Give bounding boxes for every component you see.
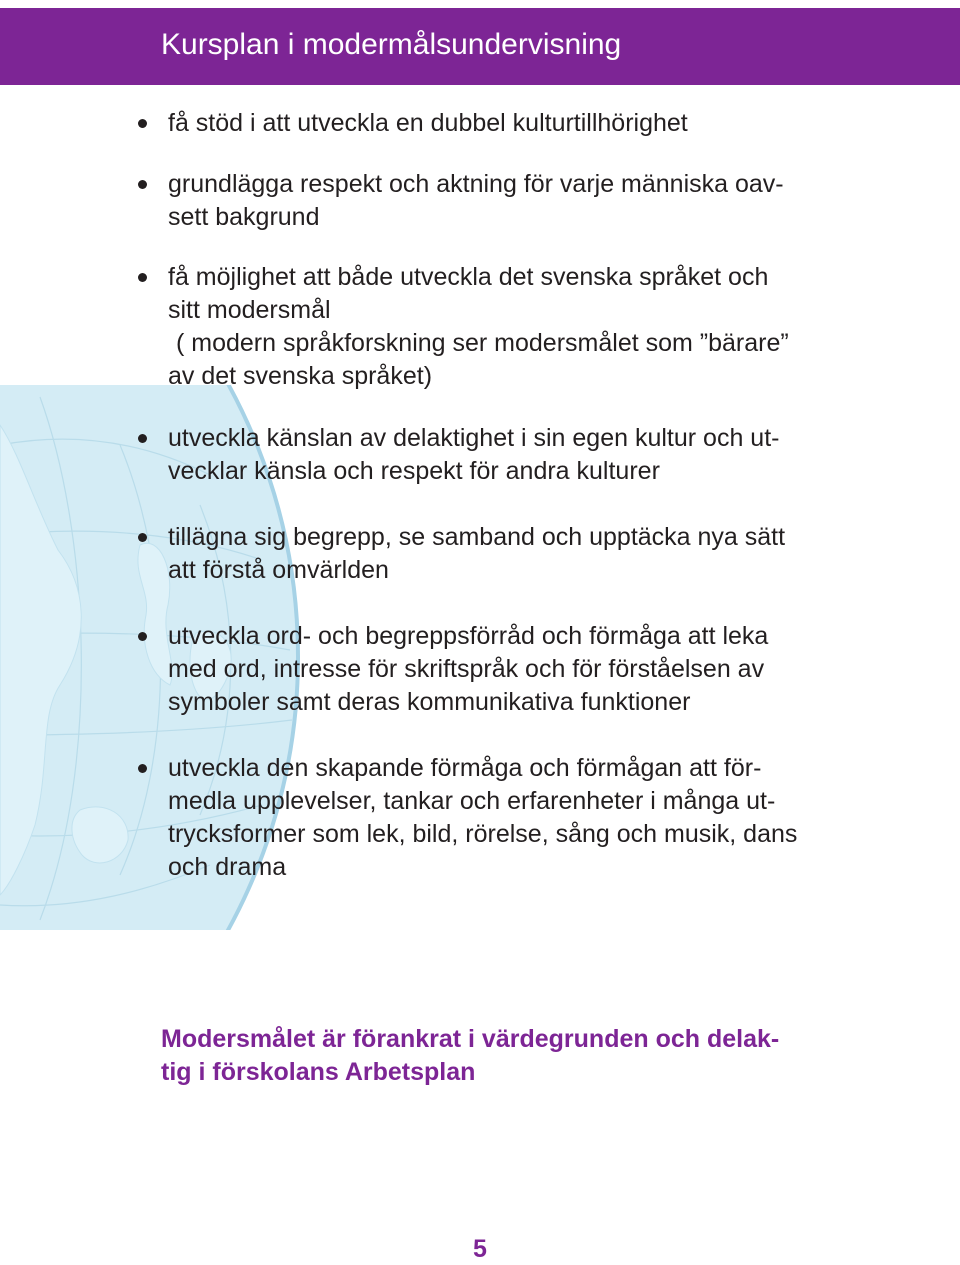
list-item-text: få möjlighet att både utveckla det svenska språket och: [168, 263, 769, 291]
list-item-text: medla upplevelser, tankar och erfarenheter i många ut-: [168, 787, 776, 815]
objectives-list: [168, 107, 868, 884]
list-item-text: symboler samt deras kommunikativa funktioner: [168, 688, 691, 716]
list-item-text: grundlägga respekt och aktning för varje människa oav-: [168, 170, 784, 198]
list-item: [168, 620, 868, 719]
list-item-text: av det svenska språket): [168, 362, 433, 390]
callout-line: Modersmålet är förankrat i värdegrunden och delak-: [161, 1025, 780, 1053]
bullet-icon: [138, 764, 147, 773]
list-item-text: sitt modersmål: [168, 296, 331, 324]
list-item-text: utveckla den skapande förmåga och förmågan att för-: [168, 754, 762, 782]
bullet-icon: [138, 273, 147, 282]
callout-line: tig i förskolans Arbetsplan: [161, 1058, 476, 1086]
bullet-icon: [138, 119, 147, 128]
list-item-text: få stöd i att utveckla en dubbel kulturtillhörighet: [168, 109, 688, 137]
list-item: [168, 422, 868, 488]
bullet-icon: [138, 180, 147, 189]
list-item-text: tillägna sig begrepp, se samband och upptäcka nya sätt: [168, 523, 786, 551]
list-item: [168, 168, 868, 234]
bullet-icon: [138, 434, 147, 443]
list-item: [168, 261, 868, 393]
list-item-text: och drama: [168, 853, 287, 881]
page-title: Kursplan i modermålsundervisning: [161, 28, 622, 61]
callout-statement: [161, 1023, 881, 1089]
page-number: 5: [473, 1235, 487, 1263]
bullet-icon: [138, 533, 147, 542]
list-item-text: sett bakgrund: [168, 203, 320, 231]
list-item-text: trycksformer som lek, bild, rörelse, sång och musik, dans: [168, 820, 798, 848]
bullet-icon: [138, 632, 147, 641]
list-item-text: med ord, intresse för skriftspråk och för förståelsen av: [168, 655, 765, 683]
list-item-text: ( modern språkforskning ser modersmålet som ”bärare”: [176, 329, 789, 357]
list-item: [168, 107, 868, 140]
list-item-text: utveckla känslan av delaktighet i sin egen kultur och ut-: [168, 424, 780, 452]
list-item-text: vecklar känsla och respekt för andra kulturer: [168, 457, 660, 485]
list-item-text: utveckla ord- och begreppsförråd och förmåga att leka: [168, 622, 769, 650]
list-item-text: att förstå omvärlden: [168, 556, 389, 584]
list-item: [168, 752, 868, 884]
list-item: [168, 521, 868, 587]
